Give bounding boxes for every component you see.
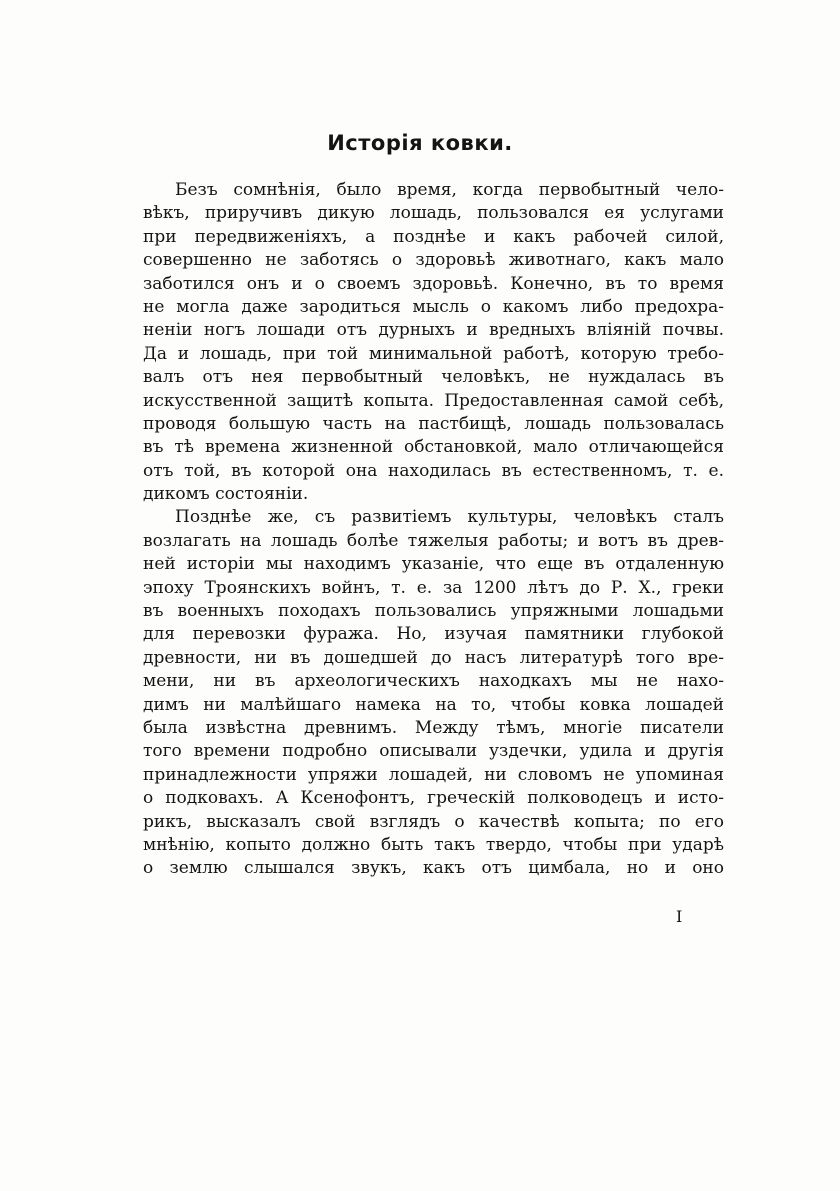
text-line: эпоху Троянскихъ войнъ, т. е. за 1200 лѣтъ до Р. Х., греки	[143, 577, 724, 598]
page-title: Исторія ковки.	[327, 131, 513, 155]
text-line: въ тѣ времена жизненной обстановкой, мало отличающейся	[143, 437, 724, 458]
text-line: древности, ни въ дошедшей до насъ литературѣ того вре-	[143, 647, 724, 668]
text-line: отъ той, въ которой она находилась въ естественномъ, т. е.	[143, 460, 724, 481]
signature-mark: I	[676, 907, 683, 926]
text-line: валъ отъ нея первобытный человѣкъ, не нуждалась въ	[143, 367, 724, 388]
text-line: дикомъ состояніи.	[143, 484, 309, 505]
text-line: Безъ сомнѣнія, было время, когда первобытный чело-	[175, 180, 724, 200]
text-line: вѣкъ, приручивъ дикую лошадь, пользовался ея услугами	[143, 203, 724, 224]
text-line: принадлежности упряжи лошадей, ни словомъ не упоминая	[143, 764, 724, 785]
text-line: въ военныхъ походахъ пользовались упряжными лошадьми	[143, 601, 724, 622]
text-line: мнѣнію, копыто должно быть такъ твердо, чтобы при ударѣ	[143, 834, 724, 855]
text-line: возлагать на лошадь болѣе тяжелыя работы; и вотъ въ древ-	[143, 530, 724, 551]
text-line: Позднѣе же, съ развитіемъ культуры, человѣкъ сталъ	[175, 507, 724, 528]
text-line: проводя большую часть на пастбищѣ, лошадь пользовалась	[143, 413, 724, 434]
text-line: того времени подробно описывали уздечки, удила и другія	[143, 741, 724, 762]
text-line: искусственной защитѣ копыта. Предоставленная самой себѣ,	[143, 390, 724, 411]
text-line: при передвиженіяхъ, а позднѣе и какъ рабочей силой,	[143, 226, 724, 247]
text-line: мени, ни въ археологическихъ находкахъ мы не нахо-	[143, 671, 724, 692]
text-line: была извѣстна древнимъ. Между тѣмъ, многіе писатели	[143, 717, 724, 738]
text-line: совершенно не заботясь о здоровьѣ животнаго, какъ мало	[143, 250, 724, 271]
text-line: Да и лошадь, при той минимальной работѣ, которую требо-	[143, 343, 724, 364]
text-line: неніи ногъ лошади отъ дурныхъ и вредныхъ вліяній почвы.	[143, 320, 724, 341]
text-line: димъ ни малѣйшаго намека на то, чтобы ковка лошадей	[143, 694, 724, 715]
text-line: рикъ, высказалъ свой взглядъ о качествѣ копыта; по его	[143, 811, 724, 832]
text-line: о подковахъ. А Ксенофонтъ, греческій полководецъ и исто-	[143, 788, 724, 809]
text-line: ней исторіи мы находимъ указаніе, что еще въ отдаленную	[143, 554, 724, 575]
text-line: для перевозки фуража. Но, изучая памятники глубокой	[143, 624, 724, 645]
body-text	[143, 179, 724, 881]
text-line: о землю слышался звукъ, какъ отъ цимбала, но и оно	[143, 858, 724, 879]
text-line: заботился онъ и о своемъ здоровьѣ. Конечно, въ то время	[143, 273, 724, 294]
text-line: не могла даже зародиться мысль о какомъ либо предохра-	[143, 296, 724, 317]
